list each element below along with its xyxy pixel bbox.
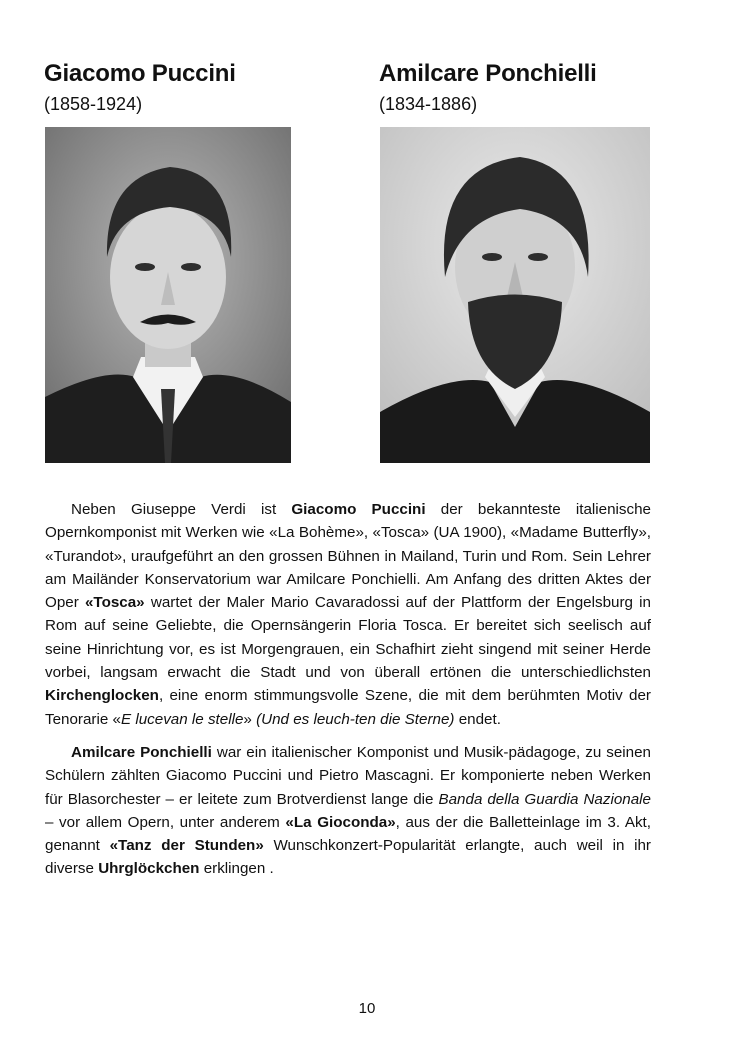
text-segment: – vor allem Opern, unter anderem <box>45 813 286 831</box>
portrait-image <box>380 127 650 463</box>
portrait-image <box>45 127 291 463</box>
bold-text: «Tanz der Stunden» <box>109 837 264 855</box>
composer-heading-ponchielli <box>379 58 659 116</box>
composer-name: Giacomo Puccini <box>44 60 236 87</box>
bold-text: «La Gioconda» <box>285 813 396 831</box>
paragraph-ponchielli <box>45 741 651 881</box>
text-segment: wartet der Maler Mario Cavaradossi auf der Plattform der Engelsburg in Rom auf seine Geliebte, die Opernsängerin Floria Tosca. Er bereitet sich seelisch auf seine Hinrichtung vor, es ist Morgengrauen, ein Schafhirt zieht singend mit seiner Herde vorbei, langsam erwacht die Stadt und von überall ertönen die unterschiedlichsten <box>45 594 651 682</box>
composer-years: (1858-1924) <box>44 94 143 114</box>
text-segment: erklingen . <box>199 860 274 878</box>
text-segment: , aus der die Balletteinlage im 3. Akt, genannt <box>45 813 651 855</box>
text-segment: der bekannteste italienische Opernkomponist mit Werken wie «La Bohème», «Tosca» (UA 1900), «Madame Butterfly», «Turandot», uraufgeführt an den grossen Bühnen in Mailand, Turin und Rom. Sein Lehrer am Mailänder Konservatorium war Amilcare Ponchielli. Am Anfang des dritten Aktes der Oper <box>45 501 651 612</box>
italic-text: Banda della Guardia Nazionale <box>438 790 651 808</box>
bold-text: Amilcare Ponchielli <box>71 743 212 761</box>
portrait-photo-ponchielli <box>380 127 650 463</box>
text-segment: war ein italienischer Komponist und Musik-pädagoge, zu seinen Schülern zählten Giacomo Puccini und Pietro Mascagni. Er komponierte neben Werken für Blasorchester – er leitete zum Brotverdienst lange die <box>45 743 651 808</box>
body-text <box>45 498 651 891</box>
text-segment: Wunschkonzert-Popularität erlangte, auch weil in ihr diverse <box>45 837 651 878</box>
text-segment: , eine enorm stimmungsvolle Szene, die mit dem berühmten Motiv der Tenorarie « <box>45 687 651 728</box>
paragraph-puccini <box>45 498 651 731</box>
bold-text: Giacomo Puccini <box>291 501 426 518</box>
italic-text: (Und es leuch-ten die Sterne) <box>256 710 455 728</box>
bold-text: «Tosca» <box>84 594 145 612</box>
italic-text: E lucevan le stelle <box>120 710 244 728</box>
composer-years: (1834-1886) <box>379 94 478 114</box>
bold-text: Uhrglöckchen <box>98 860 200 878</box>
text-segment: endet. <box>454 710 501 728</box>
bold-text: Kirchenglocken <box>45 687 159 705</box>
text-segment: Neben Giuseppe Verdi ist <box>71 501 292 518</box>
composer-heading-puccini <box>44 58 304 116</box>
page-number: 10 <box>358 1000 376 1017</box>
text-segment: » <box>243 710 257 728</box>
composer-name: Amilcare Ponchielli <box>379 60 597 87</box>
portrait-photo-puccini <box>45 127 291 463</box>
